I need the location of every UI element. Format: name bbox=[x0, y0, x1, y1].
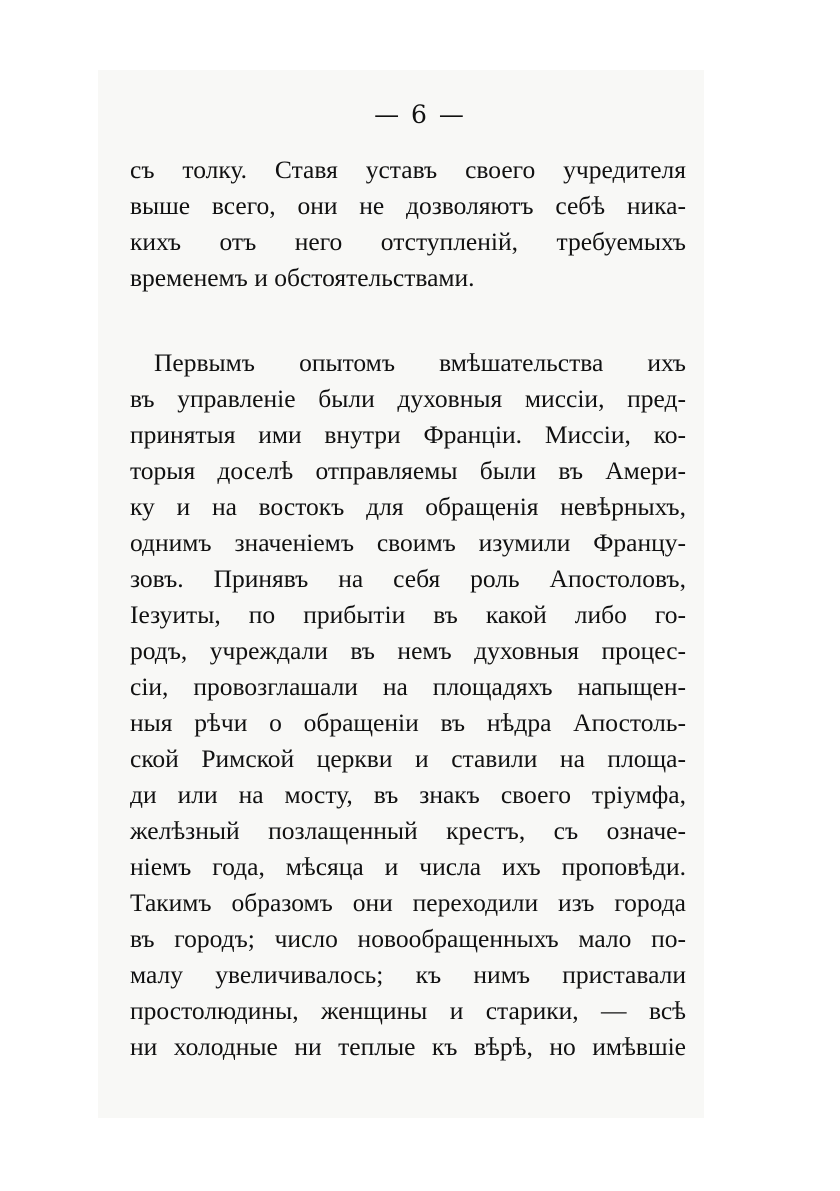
text-line: Первымъ опытомъ вмѣшательства ихъ bbox=[154, 348, 686, 377]
text-line: желѣзный позлащенный крестъ, съ означе- bbox=[130, 816, 686, 845]
text-line: выше всего, они не дозволяютъ себѣ ника- bbox=[130, 191, 686, 220]
text-line: простолюдины, женщины и старики, — всѣ bbox=[130, 996, 686, 1025]
text-line: въ управленіе были духовныя миссіи, пред- bbox=[130, 384, 686, 413]
text-line: родъ, учреждали въ немъ духовныя процес- bbox=[130, 636, 686, 665]
text-line: временемъ и обстоятельствами. bbox=[130, 263, 475, 292]
text-line: ди или на мосту, въ знакъ своего тріумфа, bbox=[130, 780, 686, 809]
text-line: ку и на востокъ для обращенія невѣрныхъ, bbox=[130, 492, 686, 521]
text-line: Іезуиты, по прибытіи въ какой либо го- bbox=[130, 600, 686, 629]
text-line: зовъ. Принявъ на себя роль Апостоловъ, bbox=[130, 564, 686, 593]
text-line: Такимъ образомъ они переходили изъ города bbox=[130, 888, 686, 917]
page-number: — 6 — bbox=[374, 100, 466, 129]
text-line: сіи, провозглашали на площадяхъ напыщен- bbox=[130, 672, 686, 701]
text-line: однимъ значеніемъ своимъ изумили Францу- bbox=[130, 528, 686, 557]
text-line: въ городъ; число новообращенныхъ мало по- bbox=[130, 924, 686, 953]
text-line: ской Римской церкви и ставили на площа- bbox=[130, 744, 686, 773]
text-line: ни холодные ни теплые къ вѣрѣ, но имѣвшіе bbox=[130, 1032, 686, 1061]
text-line: торыя доселѣ отправляемы были въ Амери- bbox=[130, 456, 686, 485]
paragraph-2 bbox=[130, 345, 686, 1065]
text-line: съ толку. Ставя уставъ своего учредителя bbox=[130, 155, 686, 184]
paragraph-1 bbox=[130, 152, 686, 296]
text-line: кихъ отъ него отступленій, требуемыхъ bbox=[130, 227, 686, 256]
text-line: принятыя ими внутри Франціи. Миссіи, ко- bbox=[130, 420, 686, 449]
text-line: малу увеличивалось; къ нимъ приставали bbox=[130, 960, 686, 989]
text-line: ныя рѣчи о обращеніи въ нѣдра Апостоль- bbox=[130, 708, 686, 737]
text-line: ніемъ года, мѣсяца и числа ихъ проповѣди. bbox=[130, 852, 686, 881]
